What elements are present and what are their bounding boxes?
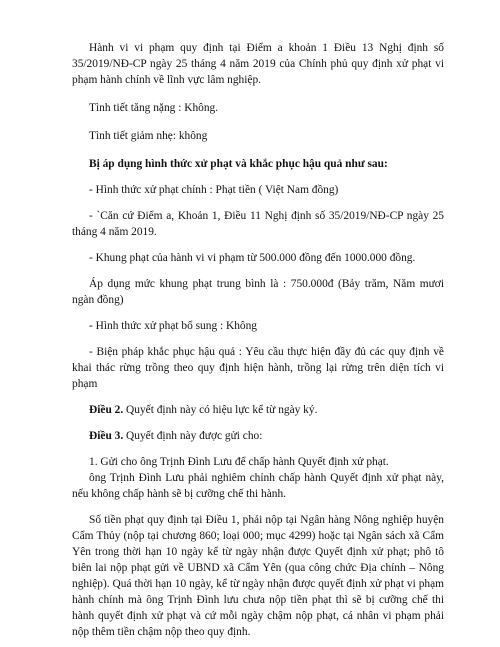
article-2-text: Quyết định này có hiệu lực kể từ ngày ký. bbox=[123, 404, 318, 416]
fine-range: - Khung phạt của hành vi vi phạm từ 500.000 đồng đến 1000.000 đồng. bbox=[89, 252, 416, 264]
article-2 bbox=[72, 402, 444, 418]
recipient-item-1: 1. Gửi cho ông Trịnh Đình Lưu để chấp hành Quyết định xử phạt. bbox=[89, 456, 389, 468]
penalty-heading: Bị áp dụng hình thức xử phạt và khắc phục hậu quả như sau: bbox=[89, 158, 388, 170]
aggravating-circumstances: Tình tiết tăng nặng : Không. bbox=[89, 102, 219, 114]
remedy-measures: - Biện pháp khắc phục hậu quả : Yêu cầu thực hiện đầy đủ các quy định về khai thác rừng trồng theo quy định hiện hành, trồng lại rừng trên diện tích vi phạm bbox=[72, 346, 444, 390]
recipient-item-1-detail: ông Trịnh Đình Lưu phải nghiêm chỉnh chấp hành Quyết định xử phạt này, nếu không chấp hành sẽ bị cưỡng chế thi hành. bbox=[72, 472, 444, 500]
article-3 bbox=[72, 428, 444, 444]
article-2-label: Điều 2. bbox=[89, 404, 124, 416]
legal-basis: - `Căn cứ Điểm a, Khoản 1, Điều 11 Nghị định số 35/2019/NĐ-CP ngày 25 tháng 4 năm 2019. bbox=[72, 210, 444, 238]
article-3-label: Điều 3. bbox=[89, 430, 124, 442]
additional-penalty: - Hình thức xử phạt bổ sung : Không bbox=[89, 320, 258, 332]
mitigating-circumstances: Tình tiết giảm nhẹ: không bbox=[89, 130, 208, 142]
article-3-text: Quyết định này được gửi cho: bbox=[123, 430, 263, 442]
payment-instructions: Số tiền phạt quy định tại Điều 1, phải nộp tại Ngân hàng Nông nghiệp huyện Cẩm Thủy (nộp tại chương 860; loại 000; mục 4299) hoặc tại Ngân sách xã Cẩm Yên trong thời hạn 10 ngày kể từ ngày nhận được Quyết định xử phạt; phô tô biên lai nộp phạt gửi về UBND xã Cẩm Yên (qua công chức Địa chính – Nông nghiệp). Quá thời hạn 10 ngày, kể từ ngày nhận được quyết định xử phạt vi phạm hành chính mà ông Trịnh Đình lưu chưa nộp tiền phạt thì sẽ bị cưỡng chế thi hành quyết định xử phạt và cứ mỗi ngày chậm nộp phạt, cá nhân vi phạm phải nộp thêm tiền chậm nộp theo quy định. bbox=[72, 514, 444, 638]
violation-paragraph: Hành vi vi phạm quy định tại Điểm a khoản 1 Điều 13 Nghị định số 35/2019/NĐ-CP ngày 25 tháng 4 năm 2019 của Chính phủ quy định xử phạt vi phạm hành chính về lĩnh vực lâm nghiệp. bbox=[72, 42, 444, 86]
main-penalty: - Hình thức xử phạt chính : Phạt tiền ( Việt Nam đồng) bbox=[89, 184, 339, 196]
fine-applied: Áp dụng mức khung phạt trung bình là : 750.000đ (Bảy trăm, Năm mươi ngàn đồng) bbox=[72, 278, 444, 306]
